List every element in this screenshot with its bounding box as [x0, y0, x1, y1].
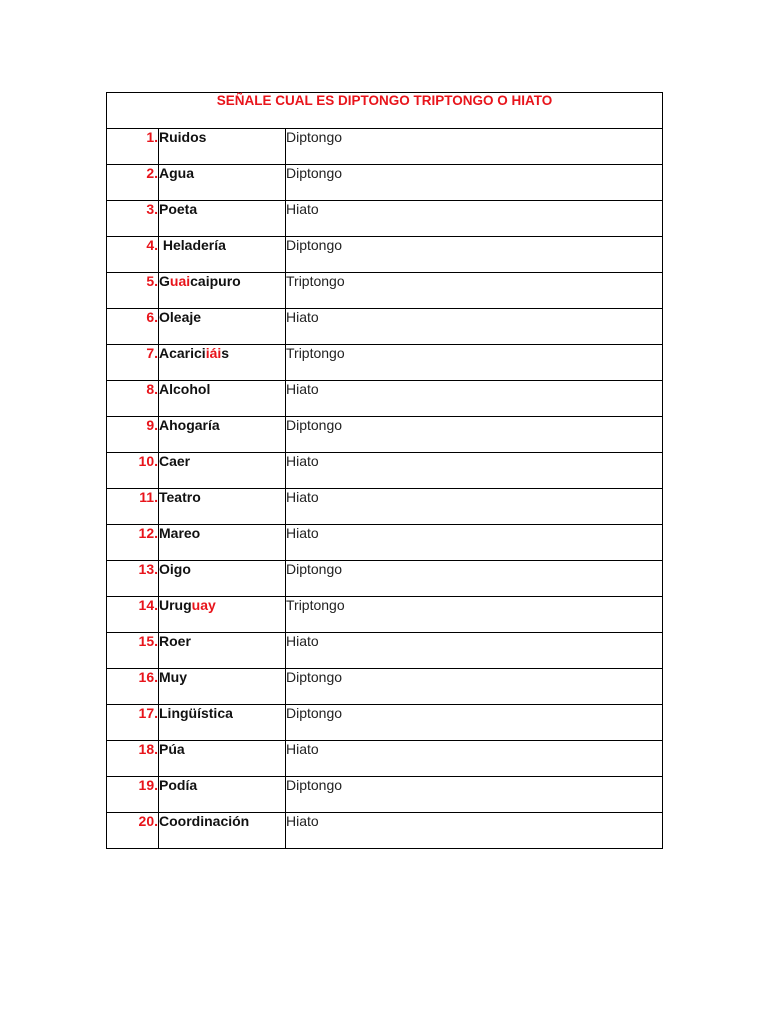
table-row: [107, 273, 663, 309]
classification-cell: Hiato: [286, 741, 663, 777]
classification-cell: Diptongo: [286, 165, 663, 201]
table-row: [107, 633, 663, 669]
classification-cell: Diptongo: [286, 561, 663, 597]
word-segment: s: [221, 345, 230, 361]
table-row: [107, 561, 663, 597]
row-number: 14.: [107, 597, 159, 633]
table-row: [107, 237, 663, 273]
word-cell: [159, 165, 286, 201]
word-cell: [159, 273, 286, 309]
word-segment: Roer: [159, 633, 191, 649]
exercise-table: [106, 92, 663, 849]
word-segment: Ahogaría: [159, 417, 220, 433]
table-row: [107, 381, 663, 417]
classification-cell: Hiato: [286, 633, 663, 669]
word-segment: Podía: [159, 777, 198, 793]
word-cell: [159, 561, 286, 597]
row-number: 15.: [107, 633, 159, 669]
classification-cell: Triptongo: [286, 273, 663, 309]
word-cell: [159, 489, 286, 525]
word-segment: Alcohol: [159, 381, 211, 397]
word-cell: [159, 669, 286, 705]
word-segment: Urug: [159, 597, 192, 613]
word-segment: Púa: [159, 741, 185, 757]
word-cell: [159, 777, 286, 813]
word-segment: Agua: [159, 165, 194, 181]
classification-cell: Hiato: [286, 489, 663, 525]
row-number: 20.: [107, 813, 159, 849]
word-segment: Oigo: [159, 561, 191, 577]
word-segment: Ruidos: [159, 129, 207, 145]
word-segment: Poeta: [159, 201, 198, 217]
word-cell: [159, 237, 286, 273]
table-row: [107, 813, 663, 849]
row-number: 7.: [107, 345, 159, 381]
word-cell: [159, 309, 286, 345]
word-segment: Muy: [159, 669, 187, 685]
row-number: 8.: [107, 381, 159, 417]
title-row: [107, 93, 663, 129]
classification-cell: Hiato: [286, 813, 663, 849]
highlighted-vowel-group: iái: [205, 345, 222, 361]
row-number: 18.: [107, 741, 159, 777]
classification-cell: Triptongo: [286, 597, 663, 633]
word-cell: [159, 705, 286, 741]
classification-cell: Diptongo: [286, 669, 663, 705]
row-number: 10.: [107, 453, 159, 489]
word-cell: [159, 597, 286, 633]
table-row: [107, 345, 663, 381]
row-number: 1.: [107, 129, 159, 165]
highlighted-vowel-group: uay: [191, 597, 216, 613]
classification-cell: Diptongo: [286, 777, 663, 813]
exercise-table-body: [107, 93, 663, 849]
table-row: [107, 309, 663, 345]
word-segment: Caer: [159, 453, 191, 469]
word-segment: Teatro: [159, 489, 201, 505]
classification-cell: Hiato: [286, 309, 663, 345]
classification-cell: Hiato: [286, 201, 663, 237]
table-row: [107, 201, 663, 237]
word-cell: [159, 381, 286, 417]
word-cell: [159, 633, 286, 669]
word-cell: [159, 741, 286, 777]
word-segment: caipuro: [190, 273, 241, 289]
word-segment: Lingüística: [159, 705, 233, 721]
row-number: 4.: [107, 237, 159, 273]
exercise-title: SEÑALE CUAL ES DIPTONGO TRIPTONGO O HIATO: [107, 93, 663, 129]
classification-cell: Diptongo: [286, 417, 663, 453]
row-number: 13.: [107, 561, 159, 597]
word-segment: Heladería: [159, 237, 226, 253]
row-number: 9.: [107, 417, 159, 453]
table-row: [107, 453, 663, 489]
row-number: 3.: [107, 201, 159, 237]
row-number: 5.: [107, 273, 159, 309]
classification-cell: Diptongo: [286, 237, 663, 273]
row-number: 17.: [107, 705, 159, 741]
table-row: [107, 777, 663, 813]
highlighted-vowel-group: uai: [169, 273, 191, 289]
row-number: 19.: [107, 777, 159, 813]
word-segment: Mareo: [159, 525, 201, 541]
word-segment: G: [159, 273, 170, 289]
table-row: [107, 741, 663, 777]
classification-cell: Diptongo: [286, 129, 663, 165]
table-row: [107, 705, 663, 741]
word-cell: [159, 453, 286, 489]
classification-cell: Hiato: [286, 525, 663, 561]
table-row: [107, 129, 663, 165]
row-number: 6.: [107, 309, 159, 345]
table-row: [107, 669, 663, 705]
row-number: 16.: [107, 669, 159, 705]
row-number: 2.: [107, 165, 159, 201]
table-row: [107, 489, 663, 525]
table-row: [107, 165, 663, 201]
classification-cell: Hiato: [286, 453, 663, 489]
word-cell: [159, 345, 286, 381]
row-number: 11.: [107, 489, 159, 525]
word-cell: [159, 129, 286, 165]
table-row: [107, 597, 663, 633]
classification-cell: Hiato: [286, 381, 663, 417]
word-cell: [159, 813, 286, 849]
classification-cell: Diptongo: [286, 705, 663, 741]
word-segment: Oleaje: [159, 309, 202, 325]
word-cell: [159, 417, 286, 453]
word-cell: [159, 525, 286, 561]
row-number: 12.: [107, 525, 159, 561]
table-row: [107, 417, 663, 453]
word-segment: Coordinación: [159, 813, 250, 829]
word-segment: Acarici: [159, 345, 206, 361]
word-cell: [159, 201, 286, 237]
classification-cell: Triptongo: [286, 345, 663, 381]
table-row: [107, 525, 663, 561]
